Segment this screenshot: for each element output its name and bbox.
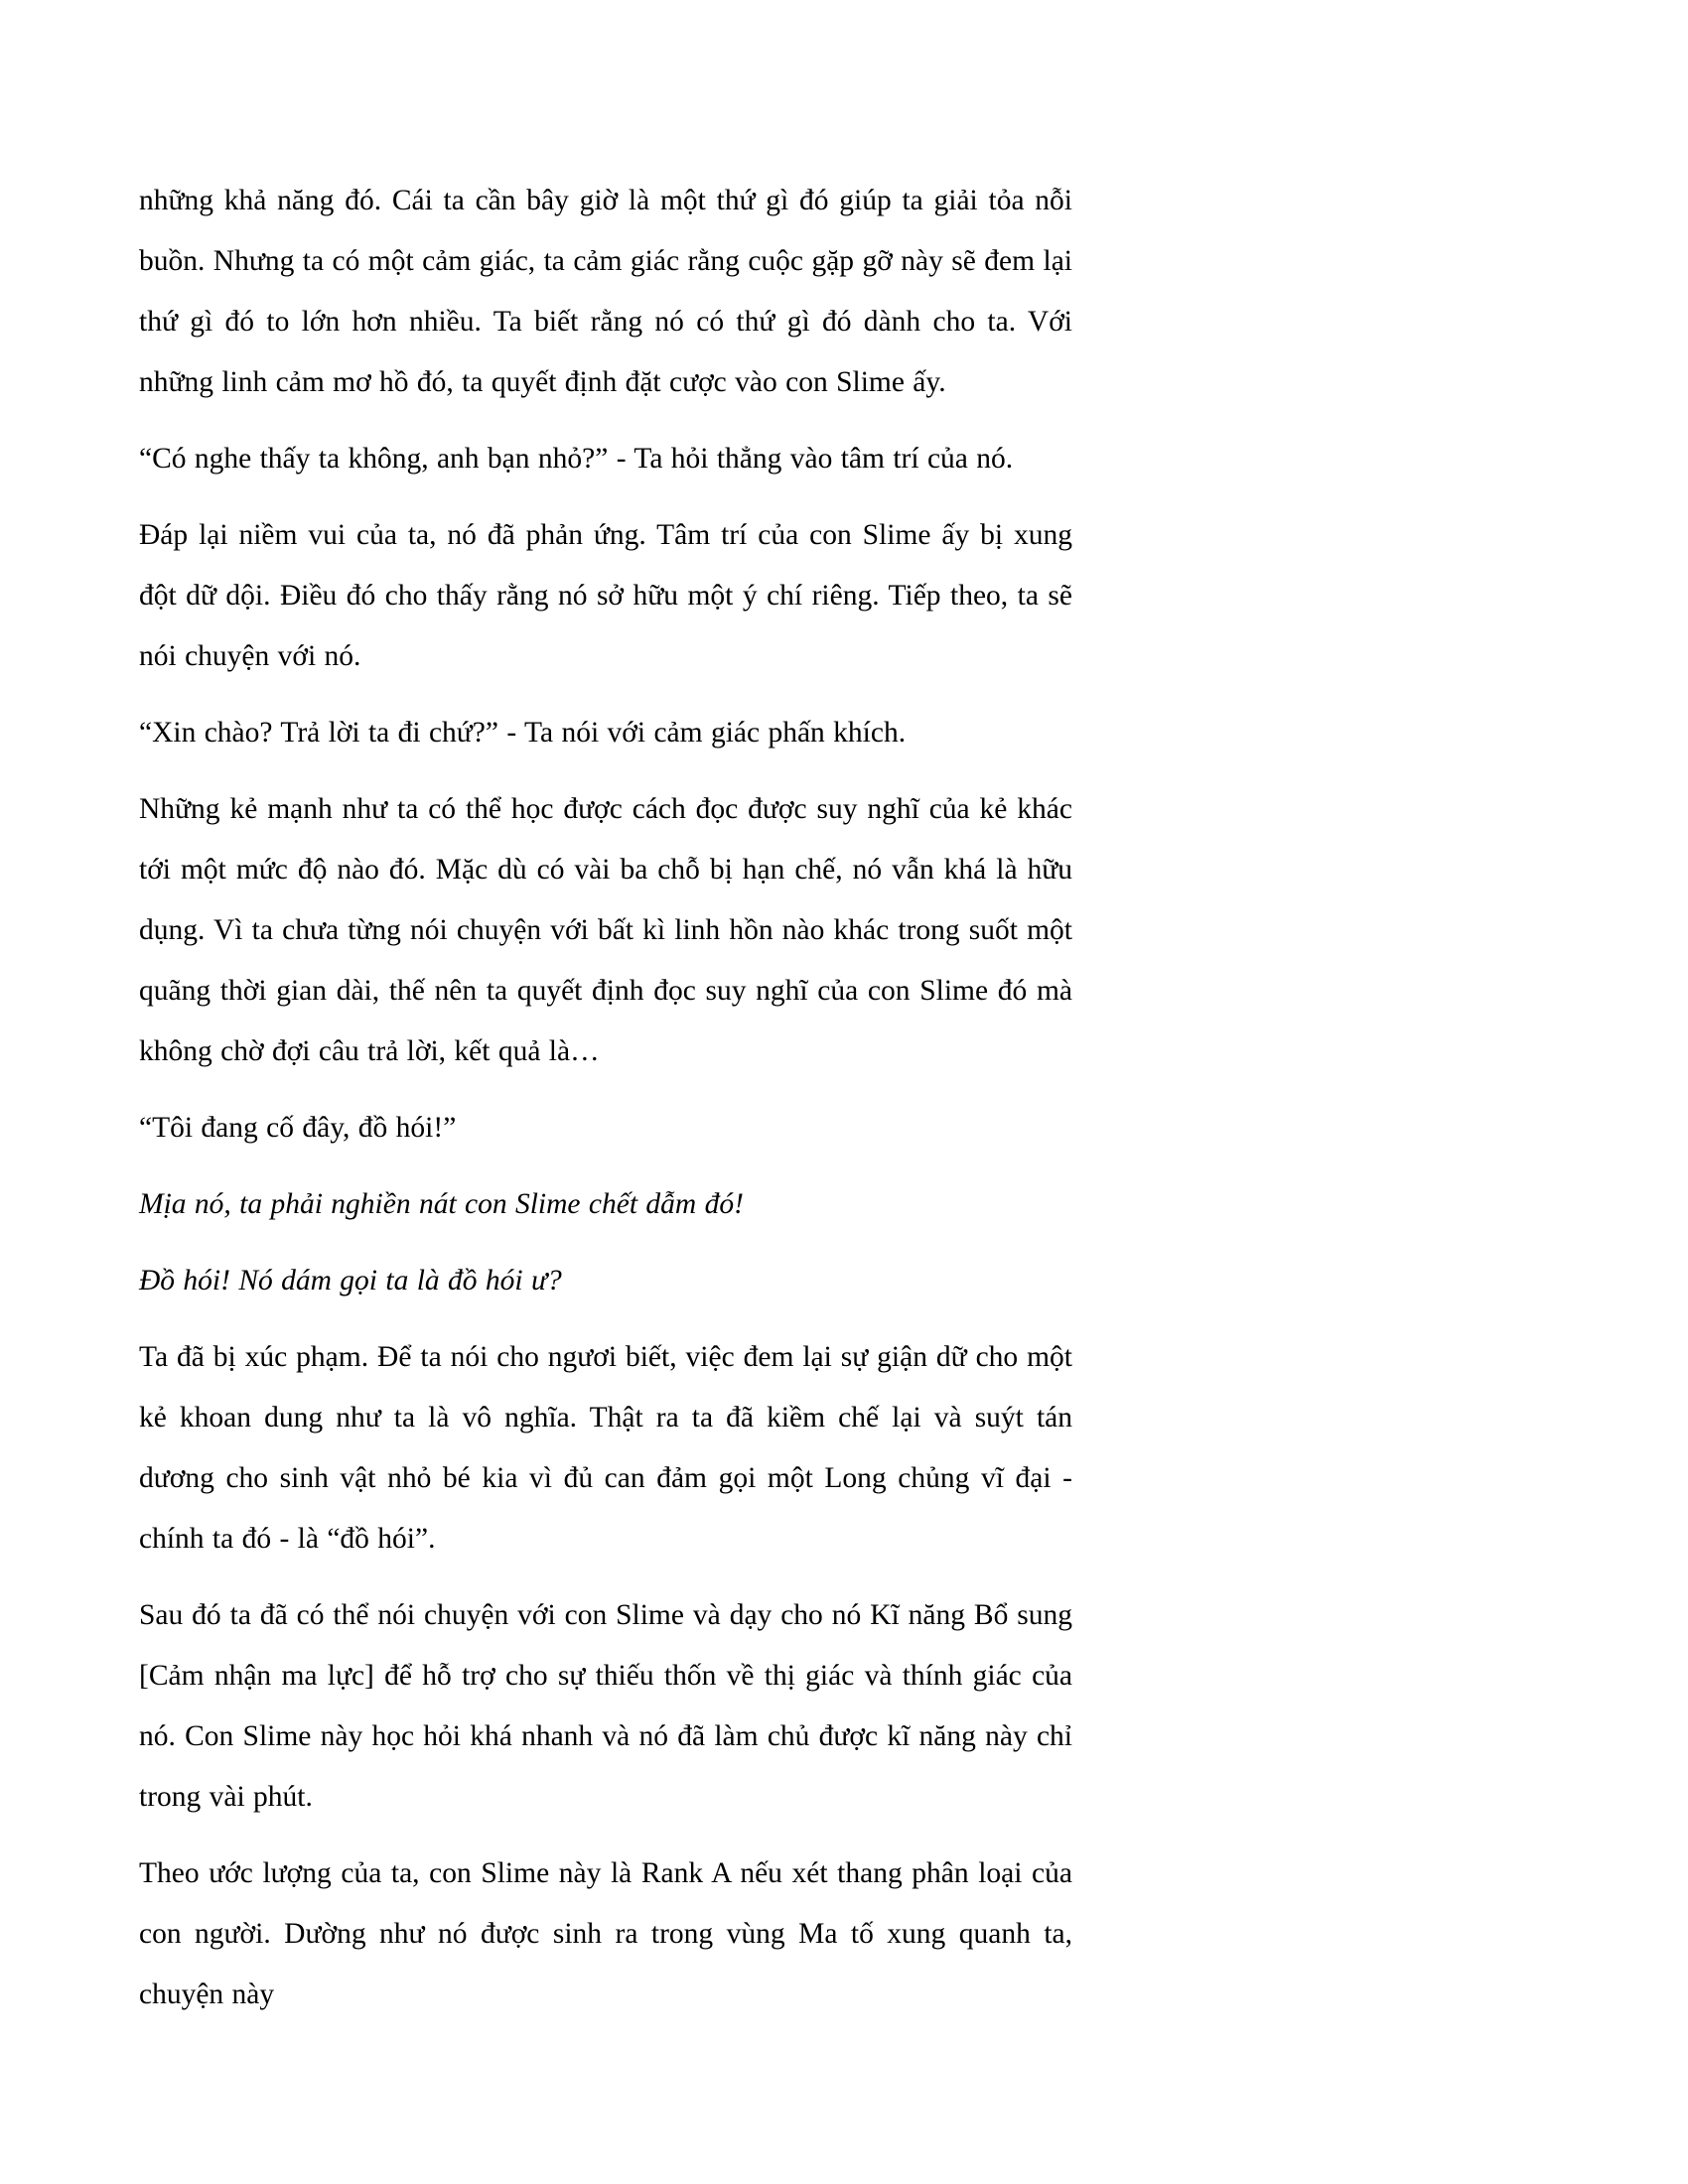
paragraph-9: Ta đã bị xúc phạm. Để ta nói cho ngươi biết, việc đem lại sự giận dữ cho một kẻ khoan dung như ta là vô nghĩa. Thật ra ta đã kiềm chế lại và suýt tán dương cho sinh vật nhỏ bé kia vì đủ can đảm gọi một Long chủng vĩ đại - chính ta đó - là “đồ hói”.: [139, 1341, 1072, 1555]
paragraph-10: Sau đó ta đã có thể nói chuyện với con Slime và dạy cho nó Kĩ năng Bổ sung [Cảm nhận ma lực] để hỗ trợ cho sự thiếu thốn về thị giác và thính giác của nó. Con Slime này học hỏi khá nhanh và nó đã làm chủ được kĩ năng này chỉ trong vài phút.: [139, 1599, 1072, 1813]
paragraph-1: những khả năng đó. Cái ta cần bây giờ là một thứ gì đó giúp ta giải tỏa nỗi buồn. Nhưng ta có một cảm giác, ta cảm giác rằng cuộc gặp gỡ này sẽ đem lại thứ gì đó to lớn hơn nhiều. Ta biết rằng nó có thứ gì đó dành cho ta. Với những linh cảm mơ hồ đó, ta quyết định đặt cược vào con Slime ấy.: [139, 185, 1072, 398]
paragraph-3: Đáp lại niềm vui của ta, nó đã phản ứng. Tâm trí của con Slime ấy bị xung đột dữ dội. Điều đó cho thấy rằng nó sở hữu một ý chí riêng. Tiếp theo, ta sẽ nói chuyện với nó.: [139, 519, 1072, 672]
paragraph-11: Theo ước lượng của ta, con Slime này là Rank A nếu xét thang phân loại của con người. Dường như nó được sinh ra trong vùng Ma tố xung quanh ta, chuyện này: [139, 1857, 1072, 2010]
paragraph-7: Mịa nó, ta phải nghiền nát con Slime chết dẫm đó!: [139, 1188, 744, 1220]
paragraph-4: “Xin chào? Trả lời ta đi chứ?” - Ta nói với cảm giác phấn khích.: [139, 717, 907, 749]
paragraph-2: “Có nghe thấy ta không, anh bạn nhỏ?” - Ta hỏi thẳng vào tâm trí của nó.: [139, 443, 1014, 475]
paragraph-8: Đồ hói! Nó dám gọi ta là đồ hói ư?: [139, 1265, 562, 1297]
paragraph-6: “Tôi đang cố đây, đồ hói!”: [139, 1112, 457, 1144]
paragraph-5: Những kẻ mạnh như ta có thể học được cách đọc được suy nghĩ của kẻ khác tới một mức độ nào đó. Mặc dù có vài ba chỗ bị hạn chế, nó vẫn khá là hữu dụng. Vì ta chưa từng nói chuyện với bất kì linh hồn nào khác trong suốt một quãng thời gian dài, thế nên ta quyết định đọc suy nghĩ của con Slime đó mà không chờ đợi câu trả lời, kết quả là…: [139, 793, 1072, 1067]
text-block: [139, 171, 1072, 2041]
